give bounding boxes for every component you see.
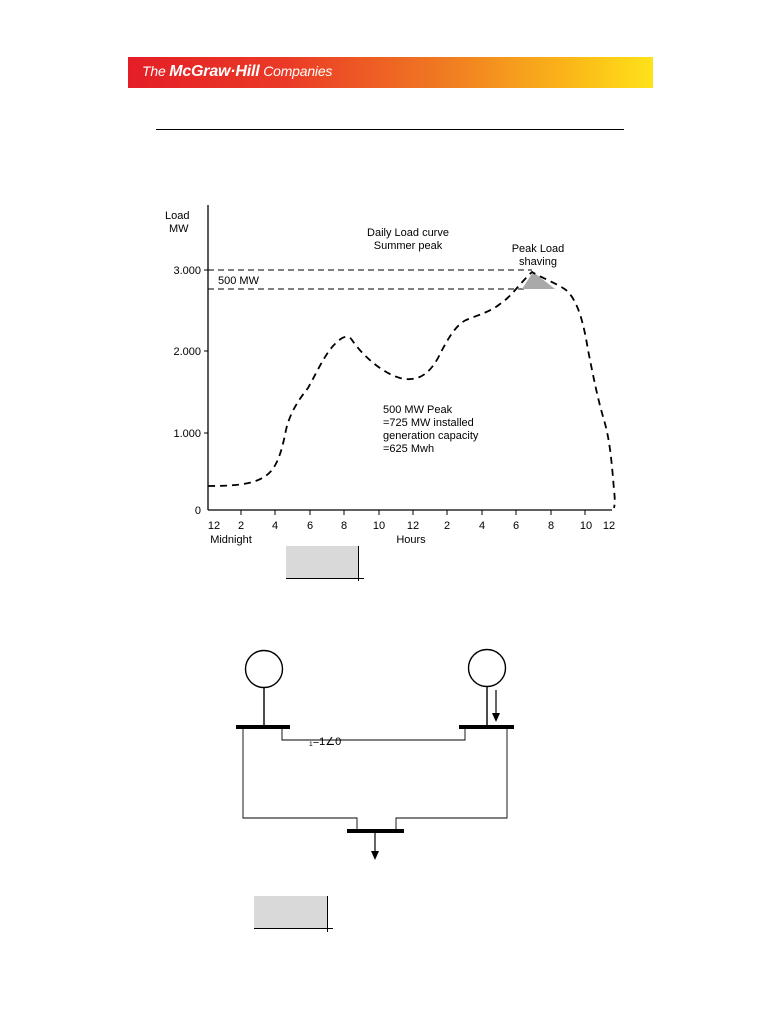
x-tick-label: 8 bbox=[547, 520, 555, 532]
x-axis-label: Hours bbox=[396, 534, 426, 546]
peak-label-line1: Peak Load bbox=[511, 243, 565, 255]
answer-box-shade-1 bbox=[286, 546, 358, 578]
x-tick-label: 10 bbox=[372, 520, 386, 532]
line-bus2-bus3 bbox=[396, 727, 507, 831]
x-tick-label: 2 bbox=[443, 520, 451, 532]
brand-name: McGraw·Hill bbox=[169, 63, 260, 80]
bus-1-voltage-label: ₁=1∠0 bbox=[309, 736, 342, 748]
y-tick-label: 2.000 bbox=[173, 346, 201, 358]
x-tick-label: 12 bbox=[406, 520, 420, 532]
chart-title-line2: Summer peak bbox=[373, 240, 443, 252]
power-network-diagram bbox=[236, 650, 514, 861]
generator-2-icon bbox=[469, 650, 506, 687]
x-tick-label: 12 bbox=[207, 520, 221, 532]
x-tick-label: 8 bbox=[340, 520, 348, 532]
x-tick-label: 2 bbox=[237, 520, 245, 532]
note-line2: =725 MW installed bbox=[383, 417, 474, 429]
y-axis-label-line1: Load bbox=[165, 210, 190, 222]
x-ticks bbox=[208, 510, 615, 546]
x-midnight-label: Midnight bbox=[210, 534, 252, 546]
x-tick-label: 10 bbox=[579, 520, 593, 532]
x-tick-label: 6 bbox=[512, 520, 520, 532]
y-tick-label: 3.000 bbox=[173, 265, 201, 277]
note-line1: 500 MW Peak bbox=[383, 404, 453, 416]
band-label: 500 MW bbox=[218, 275, 259, 287]
answer-box-right-1 bbox=[358, 546, 359, 581]
x-tick-label: 4 bbox=[271, 520, 279, 532]
generator-1-icon bbox=[246, 651, 283, 688]
y-tick-label: 1.000 bbox=[173, 428, 201, 440]
daily-load-curve bbox=[208, 272, 615, 508]
y-axis-label-line2: MW bbox=[169, 223, 189, 235]
answer-box-shade-2 bbox=[254, 896, 327, 928]
answer-box-right-2 bbox=[327, 896, 328, 932]
brand-suffix: Companies bbox=[263, 63, 333, 79]
answer-box-underline-2 bbox=[254, 928, 333, 929]
answer-box-underline-1 bbox=[286, 578, 364, 579]
y-ticks bbox=[173, 265, 208, 517]
x-tick-label: 12 bbox=[602, 520, 616, 532]
y-tick-label: 0 bbox=[194, 505, 201, 517]
peak-shaving-area bbox=[522, 272, 555, 289]
x-tick-label: 6 bbox=[306, 520, 314, 532]
x-tick-label: 4 bbox=[478, 520, 486, 532]
note-line4: =625 Mwh bbox=[383, 443, 435, 455]
load-curve-figure bbox=[165, 205, 615, 546]
load-arrow-icon bbox=[371, 851, 379, 860]
note-line3: generation capacity bbox=[383, 430, 479, 442]
brand-prefix: The bbox=[142, 63, 166, 79]
injection-arrow-icon bbox=[492, 713, 500, 722]
peak-label-line2: shaving bbox=[519, 256, 557, 268]
chart-title-line1: Daily Load curve bbox=[367, 227, 449, 239]
